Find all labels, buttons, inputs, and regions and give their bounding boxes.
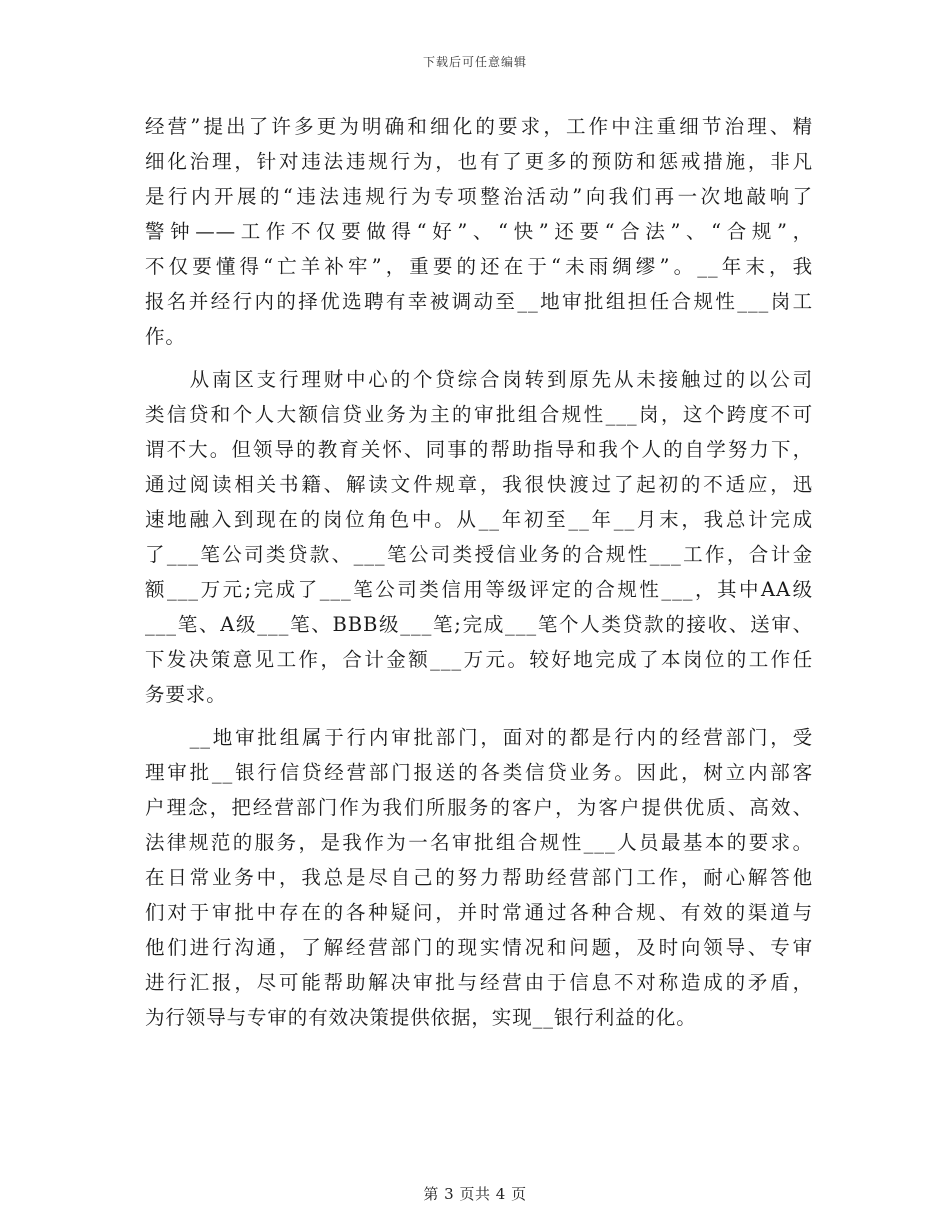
text-line: __地审批组属于行内审批部门，面对的都是行内的经营部门，受 bbox=[145, 726, 813, 749]
text-line: 们对于审批中存在的各种疑问，并时常通过各种合规、有效的渠道与 bbox=[145, 901, 813, 924]
text-line: 警钟——工作不仅要做得“好”、“快”还要“合法”、“合规”， bbox=[145, 220, 813, 243]
text-line: 为行领导与专审的有效决策提供依据，实现__银行利益的化。 bbox=[145, 1006, 697, 1029]
text-line: 从南区支行理财中心的个贷综合岗转到原先从未接触过的以公司 bbox=[145, 368, 813, 391]
text-line: 类信贷和个人大额信贷业务为主的审批组合规性___岗，这个跨度不可 bbox=[145, 403, 813, 426]
page-number-footer: 第 3 页共 4 页 bbox=[423, 1185, 527, 1203]
text-line: 进行汇报，尽可能帮助解决审批与经营由于信息不对称造成的矛盾， bbox=[145, 971, 813, 994]
text-line: 务要求。 bbox=[145, 683, 227, 706]
text-line: 细化治理，针对违法违规行为，也有了更多的预防和惩戒措施，非凡 bbox=[145, 150, 813, 173]
paragraph-2 bbox=[145, 362, 813, 712]
paragraph-3 bbox=[145, 720, 813, 1035]
text-line: 作。 bbox=[145, 325, 186, 348]
text-line: 不仅要懂得“亡羊补牢”，重要的还在于“未雨绸缪”。__年末，我 bbox=[145, 255, 813, 278]
text-line: 是行内开展的“违法违规行为专项整治活动”向我们再一次地敲响了 bbox=[145, 185, 813, 208]
text-line: 通过阅读相关书籍、解读文件规章，我很快渡过了起初的不适应，迅 bbox=[145, 473, 813, 496]
document-body bbox=[145, 109, 813, 1035]
text-line: 报名并经行内的择优选聘有幸被调动至__地审批组担任合规性___岗工 bbox=[145, 290, 813, 313]
text-line: ___笔、A级___笔、BBB级___笔;完成___笔个人类贷款的接收、送审、 bbox=[145, 613, 813, 636]
text-line: 额___万元;完成了___笔公司类信用等级评定的合规性___，其中AA级 bbox=[145, 578, 813, 601]
text-line: 了___笔公司类贷款、___笔公司类授信业务的合规性___工作，合计金 bbox=[145, 543, 813, 566]
text-line: 法律规范的服务，是我作为一名审批组合规性___人员最基本的要求。 bbox=[145, 831, 813, 854]
paragraph-1 bbox=[145, 109, 813, 354]
page-header: 下载后可任意编辑 bbox=[422, 55, 527, 69]
text-line: 经营”提出了许多更为明确和细化的要求，工作中注重细节治理、精 bbox=[145, 115, 813, 138]
text-line: 下发决策意见工作，合计金额___万元。较好地完成了本岗位的工作任 bbox=[145, 648, 813, 671]
text-line: 理审批__银行信贷经营部门报送的各类信贷业务。因此，树立内部客 bbox=[145, 761, 813, 784]
text-line: 速地融入到现在的岗位角色中。从__年初至__年__月末，我总计完成 bbox=[145, 508, 813, 531]
text-line: 户理念，把经营部门作为我们所服务的客户，为客户提供优质、高效、 bbox=[145, 796, 813, 819]
text-line: 他们进行沟通，了解经营部门的现实情况和问题，及时向领导、专审 bbox=[145, 936, 813, 959]
text-line: 在日常业务中，我总是尽自己的努力帮助经营部门工作，耐心解答他 bbox=[145, 866, 813, 889]
text-line: 谓不大。但领导的教育关怀、同事的帮助指导和我个人的自学努力下， bbox=[145, 438, 813, 461]
